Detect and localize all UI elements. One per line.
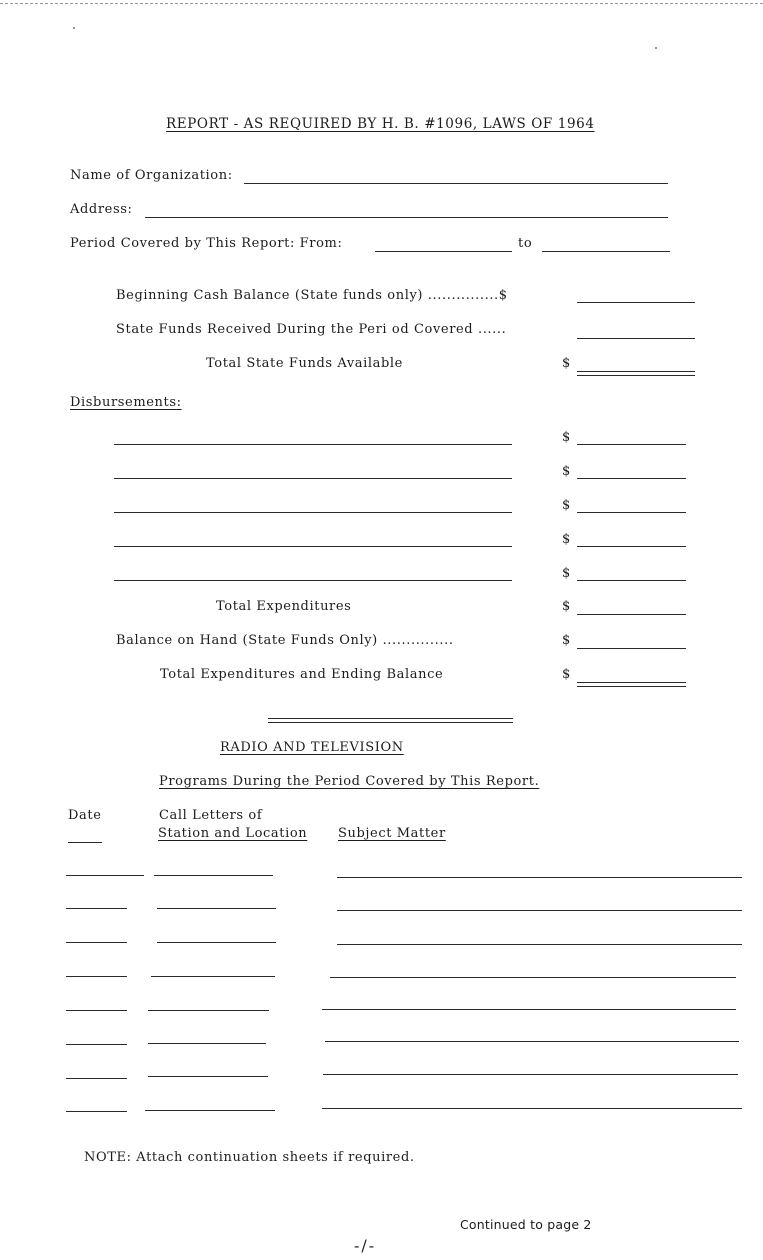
disbursements-heading: Disbursements: <box>70 395 182 410</box>
program-station-field[interactable] <box>154 875 273 876</box>
program-station-field[interactable] <box>157 908 276 909</box>
page-number: -/- <box>354 1236 377 1255</box>
program-subject-field[interactable] <box>322 1009 736 1010</box>
total-expenditures-field[interactable] <box>577 614 686 615</box>
program-station-field[interactable] <box>148 1043 266 1044</box>
dollar-sign: $ <box>562 566 571 581</box>
page-top-edge <box>0 3 763 4</box>
total-state-funds-field[interactable] <box>577 371 695 376</box>
continuation-note: NOTE: Attach continuation sheets if required. <box>84 1150 415 1165</box>
scan-speck <box>73 27 75 29</box>
state-funds-received-label: State Funds Received During the Peri od Covered ...... <box>116 322 507 337</box>
disbursement-item-field[interactable] <box>114 546 512 547</box>
date-column-header: Date <box>68 808 102 823</box>
scan-speck <box>655 47 657 49</box>
program-subject-field[interactable] <box>337 877 742 878</box>
date-header-rule <box>68 842 102 843</box>
program-subject-field[interactable] <box>330 977 736 978</box>
program-subject-field[interactable] <box>337 910 742 911</box>
name-of-organization-label: Name of Organization: <box>70 168 233 183</box>
address-label: Address: <box>70 202 133 217</box>
beginning-cash-balance-field[interactable] <box>577 302 695 303</box>
program-subject-field[interactable] <box>337 944 742 945</box>
dollar-sign: $ <box>562 356 571 371</box>
dollar-sign: $ <box>562 464 571 479</box>
program-subject-field[interactable] <box>322 1108 742 1109</box>
program-station-field[interactable] <box>157 942 276 943</box>
balance-on-hand-label: Balance on Hand (State Funds Only) ............... <box>116 633 454 648</box>
disbursement-item-field[interactable] <box>114 580 512 581</box>
state-funds-received-field[interactable] <box>577 338 695 339</box>
program-date-field[interactable] <box>66 1044 127 1045</box>
disbursement-item-field[interactable] <box>114 512 512 513</box>
radio-television-heading: RADIO AND TELEVISION <box>220 740 404 755</box>
program-date-field[interactable] <box>66 908 127 909</box>
report-title: REPORT - AS REQUIRED BY H. B. #1096, LAWS OF 1964 <box>166 116 595 132</box>
subject-matter-column-header: Subject Matter <box>338 826 446 841</box>
dollar-sign: $ <box>562 430 571 445</box>
program-date-field[interactable] <box>66 1010 127 1011</box>
program-date-field[interactable] <box>66 942 127 943</box>
programs-subheading: Programs During the Period Covered by This Report. <box>159 774 540 789</box>
section-divider <box>268 718 513 723</box>
dollar-sign: $ <box>562 599 571 614</box>
period-to-label: to <box>518 236 533 251</box>
disbursement-amount-field[interactable] <box>577 444 686 445</box>
program-date-field[interactable] <box>66 1078 127 1079</box>
period-to-field[interactable] <box>542 251 670 252</box>
program-subject-field[interactable] <box>325 1041 739 1042</box>
program-date-field[interactable] <box>66 875 144 876</box>
dollar-sign: $ <box>562 498 571 513</box>
total-expenditures-label: Total Expenditures <box>216 599 352 614</box>
balance-on-hand-field[interactable] <box>577 648 686 649</box>
program-station-field[interactable] <box>148 1010 269 1011</box>
program-station-field[interactable] <box>148 1076 268 1077</box>
dollar-sign: $ <box>562 667 571 682</box>
disbursement-item-field[interactable] <box>114 478 512 479</box>
disbursement-amount-field[interactable] <box>577 512 686 513</box>
disbursement-amount-field[interactable] <box>577 580 686 581</box>
period-from-field[interactable] <box>375 251 512 252</box>
address-field[interactable] <box>145 217 668 218</box>
name-of-organization-field[interactable] <box>244 183 668 184</box>
dollar-sign: $ <box>562 633 571 648</box>
disbursement-amount-field[interactable] <box>577 546 686 547</box>
total-expenditures-ending-balance-label: Total Expenditures and Ending Balance <box>160 667 444 682</box>
program-date-field[interactable] <box>66 1111 127 1112</box>
period-covered-label: Period Covered by This Report: From: <box>70 236 343 251</box>
dollar-sign: $ <box>562 532 571 547</box>
total-state-funds-label: Total State Funds Available <box>206 356 403 371</box>
disbursement-amount-field[interactable] <box>577 478 686 479</box>
call-letters-column-header-line2: Station and Location <box>158 826 308 841</box>
disbursement-item-field[interactable] <box>114 444 512 445</box>
beginning-cash-balance-label: Beginning Cash Balance (State funds only) ...............$ <box>116 288 508 303</box>
program-station-field[interactable] <box>151 976 275 977</box>
program-date-field[interactable] <box>66 976 127 977</box>
program-subject-field[interactable] <box>323 1074 738 1075</box>
continued-to-page-note: Continued to page 2 <box>460 1217 592 1232</box>
total-expenditures-ending-balance-field[interactable] <box>577 682 686 687</box>
program-station-field[interactable] <box>145 1110 275 1111</box>
call-letters-column-header-line1: Call Letters of <box>159 808 263 823</box>
